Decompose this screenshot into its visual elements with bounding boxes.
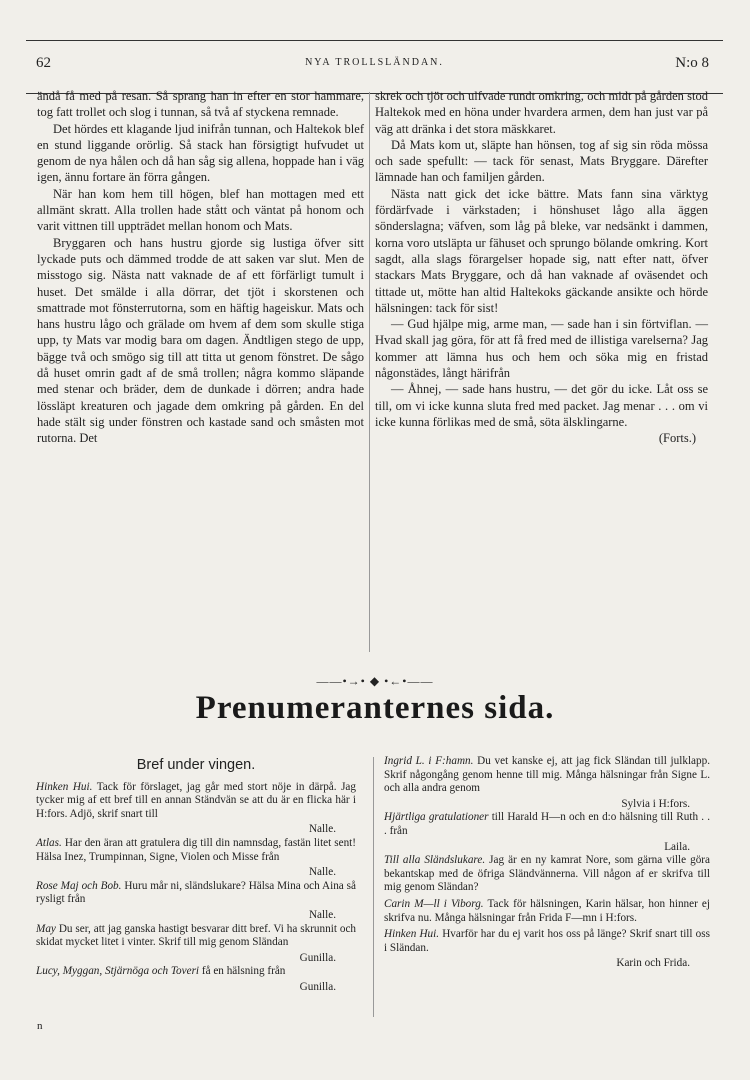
letter-body: Har den äran att gratulera dig till din namnsdag, fastän litet sent! Hälsa Inez, Trumpinnan, Signe, Violen och Misse från: [36, 836, 357, 863]
column-divider: [369, 92, 370, 652]
letter-recipient: Carin M—ll i Viborg.: [384, 897, 484, 910]
letter-recipient: Lucy, Myggan, Stjärnöga och Toveri: [36, 965, 200, 978]
letter-recipient: Atlas.: [36, 836, 62, 849]
issue-number: N:o 8: [675, 55, 709, 71]
letter-signature: Nalle.: [308, 866, 336, 879]
letter-body: till Harald H—n och en d:o hälsning till Ruth . . . från: [384, 811, 710, 837]
letter-recipient: Rose Maj och Bob.: [36, 879, 122, 892]
letter-body: Huru mår ni, sländslukare? Hälsa Mina och Aina så rysligt från: [36, 879, 356, 906]
continued-note: (Forts.): [658, 431, 696, 446]
story-paragraph: När han kom hem till högen, blef han mottagen med ett allmänt skratt. Alla trollen hade stått och väntat på honom och varit vittnen till uppträdet mellan honom och Mats.: [37, 186, 364, 234]
running-title: NYA TROLLSLÄNDAN.: [305, 57, 444, 68]
story-paragraph: — Åhnej, — sade hans hustru, — det gör du icke. Låt oss se till, om vi icke kunna sluta fred med packet. Jag menar . . . om vi icke kunna förlikas med de små, söta älsklingarne.: [375, 382, 708, 429]
letters-left-column: [36, 755, 356, 995]
letter-entry: [36, 923, 356, 950]
story-paragraph: Då Mats kom ut, släpte han hönsen, tog af sig sin röda mössa och sade spefullt: — tack för senast, Mats Bryggare. Därefter lämnade han och familjen gården.: [375, 137, 708, 185]
letters-heading: Bref under vingen.: [136, 757, 256, 773]
letter-entry: [384, 898, 710, 925]
letter-signature: Sylvia i H:fors.: [621, 797, 690, 810]
letter-recipient: Ingrid L. i F:hamn.: [384, 755, 474, 767]
letter-signature: Nalle.: [308, 823, 336, 836]
page-number: 62: [36, 55, 51, 71]
printer-mark: n: [37, 1020, 43, 1032]
letter-entry: [36, 965, 356, 979]
letter-signature: Gunilla.: [299, 951, 336, 964]
section-ornament: ——•→• ◆ •←•——: [316, 674, 434, 688]
letter-entry: [36, 880, 356, 907]
letter-entry: [384, 854, 710, 895]
letter-entry: [384, 928, 710, 955]
story-paragraph: ändå få med på resan. Så sprang han in efter en stor hammare, tog fatt trollet och slog i tunnan, så två af styckena remnade.: [37, 89, 364, 120]
letter-signature: Laila.: [664, 840, 690, 853]
letter-entry: [384, 755, 710, 796]
letter-recipient: Till alla Sländslukare.: [384, 854, 486, 867]
story-paragraph: Bryggaren och hans hustru gjorde sig lustiga öfver sitt lyckade puts och dämmed trodde de att saken var slut. Men de misstogo sig. Nästa natt vaknade de af ett förfärligt tumult i huset. Det smälde i alla dörrar, det tjöt i skorstenen och smattrade mot fönsterrutorna, som en häftig hageiskur. Mats och hans hustru lågo och grälade om hvem af dem som skulle stiga upp, ty Mats var modig bara om dagen. Ändtligen stego de upp, bägge två och smögo sig till att titta ut genom fönstret. De sågo då huset omrin gadt af de små trollen; några kommo släpande med stenar och bräder, dem de dunkade i dörren; andra hade lössläpt kreaturen och jagade dem omkring på gården. En del hade stält sig under fönstren och kastade sand och småsten mot rutorna. Det: [37, 235, 364, 446]
story-right-column: [375, 88, 708, 447]
letter-body: Du vet kanske ej, att jag fick Sländan till julklapp. Skrif någongång genom henne till mig. Många hälsningar från Signe L. och alla andra genom: [384, 755, 711, 795]
letter-recipient: Hinken Hui.: [384, 928, 440, 941]
column-divider: [373, 757, 374, 1017]
letter-body: Tack för hälsningen, Karin hälsar, hon hinner ej skrifva nu. Många hälsningar från Frida F—mn i H:fors.: [384, 897, 710, 924]
letter-body: Hvarför har du ej varit hos oss på länge? Skrif snart till oss i Sländan.: [384, 928, 710, 954]
story-paragraph: — Gud hjälpe mig, arme man, — sade han i sin förtviflan. — Hvad skall jag göra, för att få fred med de illistiga varelserna? Jag kommer att lämna hus och hem och söka mig en fristad någonstädes, långt härifrån: [375, 317, 708, 381]
letter-body: Jag är en ny kamrat Nore, som gärna ville göra bekantskap med de öfriga Sländvännerna. Vill någon af er skrifva till mig genom Sländan?: [384, 854, 710, 894]
story-paragraph: Det hördes ett klagande ljud inifrån tunnan, och Haltekok blef en stund liggande orörlig. Så stack han försigtigt hufvudet ut genom de nya hålen och då han såg sig allena, hoppade han i väg igen, ännu fortare än förra gången.: [37, 121, 364, 185]
letter-signature: Gunilla.: [299, 980, 336, 993]
letter-signature: Nalle.: [308, 908, 336, 921]
letter-body: få en hälsning från: [201, 965, 286, 978]
letter-entry: [36, 781, 356, 822]
letters-right-column: [384, 755, 710, 971]
story-paragraph: Nästa natt gick det icke bättre. Mats fann sina värktyg fördärfvade i värkstaden; i hönshuset lågo alla äggen sönderslagna; väfven, som låg på bleke, var nedsänkt i dammen, korna voro utsläpta ur fähuset och sprungo bölande omkring. Kort sagdt, alla slags förargelser hopade sig, natt efter natt, öfver stackars Mats Bryggare, och då han vaknade af oväsendet och tittade ut, mötte han altid Haltekoks gäckande ansikte och hörde hälsningen: tack för sist!: [375, 186, 708, 315]
letter-recipient: May: [36, 922, 56, 935]
letter-entry: [36, 837, 356, 864]
story-left-column: [37, 88, 364, 447]
letter-body: Du ser, att jag ganska hastigt besvarar ditt bref. Vi ha skrunnit och skidat mycket litet i vinter. Skrif till mig genom Sländan: [36, 922, 356, 949]
section-title: Prenumeranternes sida.: [195, 690, 555, 726]
letter-recipient: Hinken Hui.: [36, 780, 93, 793]
letter-entry: [384, 811, 710, 838]
story-paragraph: skrek och tjöt och ulfvade rundt omkring, och midt på gården stod Haltekok med en höna under hvardera armen, dem han just var på väg att dränka i det stora mäskkaret.: [375, 89, 708, 136]
letter-signature: Karin och Frida.: [616, 957, 690, 970]
letter-recipient: Hjärtliga gratulationer: [384, 811, 489, 824]
letter-body: Tack för förslaget, jag går med stort nöje in därpå. Jag tycker mig af ett bref till en annan Ständvän se att du är en flicka här i H:fors. Adjö, skrif snart till: [36, 780, 356, 820]
page-header: [26, 40, 723, 94]
